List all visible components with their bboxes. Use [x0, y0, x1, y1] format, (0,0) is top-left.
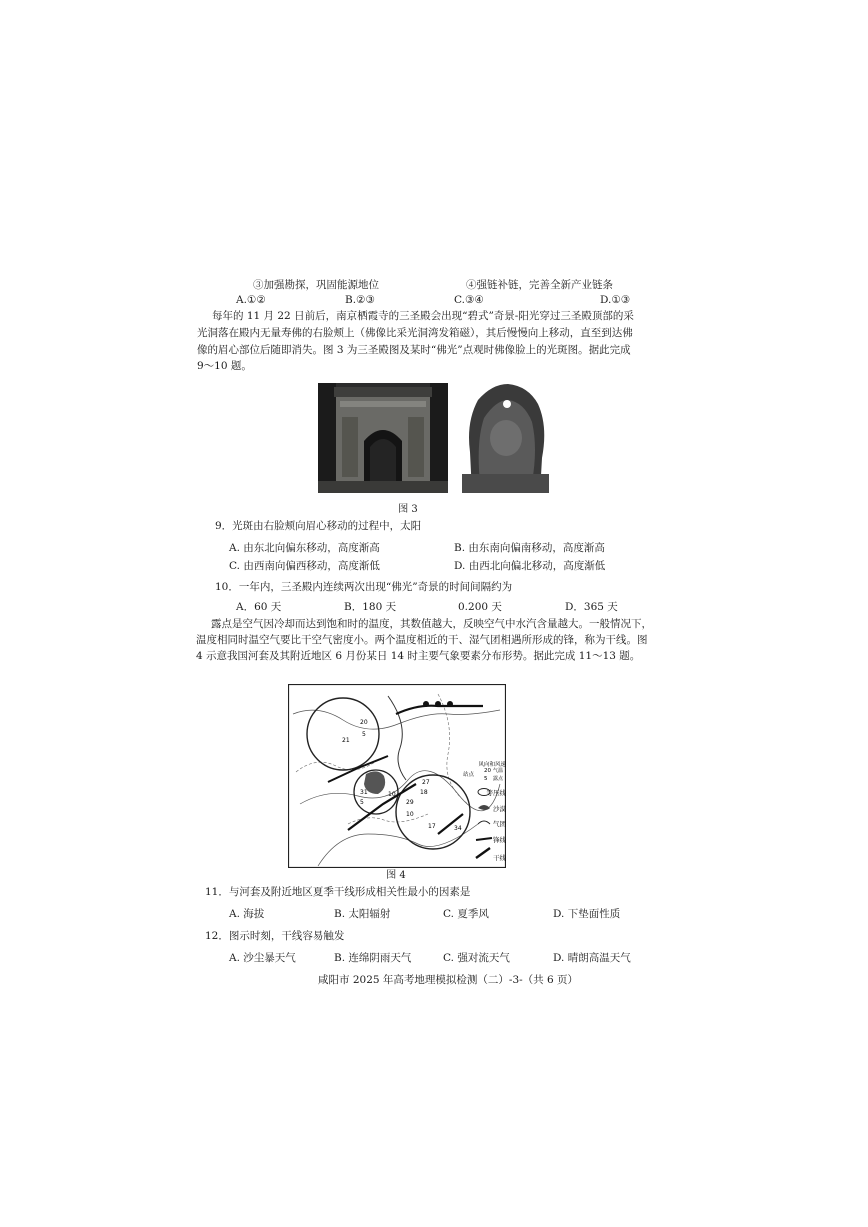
q11-option-a: A. 海拔: [229, 908, 265, 920]
q10-option-d: D．365 天: [565, 601, 618, 613]
station-value: 10: [388, 791, 396, 798]
station-value: 20: [360, 719, 368, 726]
q10-stem: 10．一年内，三圣殿内连续两次出现“佛光”奇景的时间间隔约为: [215, 581, 513, 593]
station-value: 34: [454, 825, 462, 832]
station-value: 10: [406, 811, 414, 818]
legend-station-title: 风向和风速: [478, 762, 506, 768]
passage1-line: 像的眉心部位后随即消失。图 3 为三圣殿图及某时“佛光”点观时佛像脸上的光斑图。据此完成: [197, 344, 631, 356]
page-footer: 咸阳市 2025 年高考地理模拟检测（二）-3-（共 6 页）: [318, 974, 579, 986]
passage1-line: 每年的 11 月 22 日前后，南京栖霞寺的三圣殿会出现“碧式”奇景-阳光穿过三圣殿顶部的采: [212, 310, 634, 322]
station-value: 21: [342, 737, 350, 744]
q12-stem: 12．图示时刻，干线容易触发: [205, 930, 345, 942]
passage1-line: 光洞落在殿内无量寿佛的右脸颊上（佛像比采光洞湾发箱磁），其后慢慢向上移动，直至到达佛: [197, 327, 633, 339]
weather-map: [288, 684, 506, 868]
station-value: 18: [420, 789, 428, 796]
legend-dew-label: 露点: [493, 776, 504, 782]
temple-photo: [318, 383, 448, 493]
legend-dryline: 干线: [493, 854, 506, 862]
q10-option-b: B．180 天: [344, 601, 397, 613]
passage2-line: 4 示意我国河套及其附近地区 6 月份某日 14 时主要气象要素分布形势。据此完成 11～13 题。: [196, 650, 641, 662]
legend-temp-label: 气温: [493, 768, 504, 774]
legend-front: 锋线: [493, 836, 506, 844]
q11-option-d: D. 下垫面性质: [553, 908, 621, 920]
prev-choice-d: D.①③: [600, 294, 631, 306]
prev-option-4: ④强链补链，完善全新产业链条: [466, 279, 613, 291]
prev-choice-c: C.③④: [454, 294, 484, 306]
buddha-face-photo: [462, 382, 549, 493]
q11-option-b: B. 太阳辐射: [334, 908, 391, 920]
prev-choice-b: B.②③: [345, 294, 375, 306]
q9-option-c: C. 由西南向偏西移动，高度渐低: [229, 560, 380, 572]
legend-desert: 沙漠: [493, 805, 506, 813]
q9-option-b: B. 由东南向偏南移动，高度渐高: [454, 542, 605, 554]
prev-choice-a: A.①②: [236, 294, 266, 306]
legend-air-mass: 气团: [493, 820, 506, 828]
q9-option-a: A. 由东北向偏东移动，高度渐高: [229, 542, 380, 554]
q9-option-d: D. 由西北向偏北移动，高度渐低: [454, 560, 606, 572]
station-value: 5: [360, 799, 364, 806]
passage1-line: 9～10 题。: [197, 360, 252, 372]
station-value: 27: [422, 779, 430, 786]
legend-isobar: 等压线: [486, 789, 506, 797]
q12-option-b: B. 连绵阴雨天气: [334, 952, 412, 964]
prev-option-3: ③加强勘探，巩固能源地位: [253, 279, 379, 291]
q11-option-c: C. 夏季风: [443, 908, 489, 920]
passage2-line: 露点是空气因冷却而达到饱和时的温度，其数值越大，反映空气中水汽含量越大。一般情况下，: [211, 618, 652, 630]
station-value: 5: [362, 731, 366, 738]
station-value: 31: [360, 789, 368, 796]
q12-option-d: D. 晴朗高温天气: [553, 952, 631, 964]
q12-option-c: C. 强对流天气: [443, 952, 510, 964]
q9-stem: 9．光斑由右脸颊向眉心移动的过程中，太阳: [215, 520, 422, 532]
legend-dew-value: 5: [484, 776, 488, 782]
fig3-caption: 图 3: [398, 504, 418, 515]
station-value: 17: [428, 823, 436, 830]
legend-temp-value: 20: [484, 768, 491, 774]
fig4-caption: 图 4: [386, 870, 406, 881]
station-value: 29: [406, 799, 414, 806]
q12-option-a: A. 沙尘暴天气: [229, 952, 296, 964]
q10-option-c: 0.200 天: [458, 601, 502, 613]
legend-station-label: 站点: [462, 772, 474, 778]
q11-stem: 11．与河套及附近地区夏季干线形成相关性最小的因素是: [205, 886, 471, 898]
passage2-line: 温度相同时温空气要比干空气密度小。两个温度相近的干、湿气团相遇所形成的锋，称为干线。图: [196, 634, 648, 646]
q10-option-a: A．60 天: [236, 601, 282, 613]
